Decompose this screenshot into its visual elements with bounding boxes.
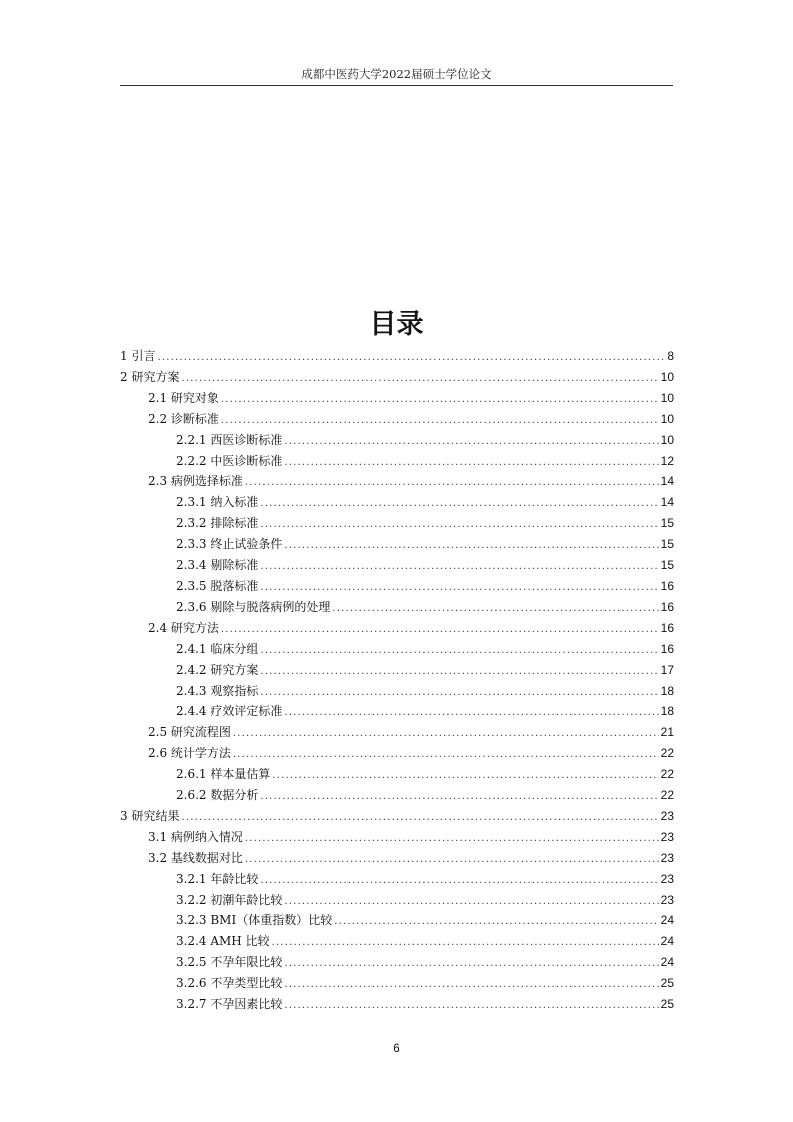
toc-entry-page: 15 xyxy=(660,537,674,552)
toc-dot-leader xyxy=(284,534,658,555)
toc-entry[interactable] xyxy=(120,722,674,743)
toc-entry[interactable] xyxy=(120,973,674,994)
toc-entry-page: 16 xyxy=(660,620,674,635)
toc-entry-title: 2.3.2 排除标准 xyxy=(176,513,260,534)
table-of-contents xyxy=(120,346,674,1015)
toc-entry-title: 3.2.1 年龄比较 xyxy=(176,869,260,890)
toc-dot-leader xyxy=(284,451,658,472)
toc-entry[interactable] xyxy=(120,388,674,409)
toc-entry[interactable] xyxy=(120,409,674,430)
toc-entry[interactable] xyxy=(120,681,674,702)
toc-entry-page: 24 xyxy=(660,913,674,928)
toc-dot-leader xyxy=(260,492,658,513)
toc-entry-title: 2.4.2 研究方案 xyxy=(176,660,260,681)
toc-entry[interactable] xyxy=(120,660,674,681)
toc-entry-title: 2.3.4 剔除标准 xyxy=(176,555,260,576)
toc-entry-page: 23 xyxy=(660,871,674,886)
toc-entry-page: 16 xyxy=(660,578,674,593)
toc-entry-page: 25 xyxy=(660,997,674,1012)
toc-entry-title: 2.3.1 纳入标准 xyxy=(176,492,260,513)
toc-entry-title: 3.2.5 不孕年限比较 xyxy=(176,952,284,973)
toc-entry[interactable] xyxy=(120,555,674,576)
toc-entry-title: 2.4.3 观察指标 xyxy=(176,681,260,702)
toc-entry-page: 14 xyxy=(660,474,674,489)
toc-dot-leader xyxy=(284,994,658,1015)
toc-entry-page: 17 xyxy=(660,662,674,677)
toc-entry[interactable] xyxy=(120,890,674,911)
toc-entry[interactable] xyxy=(120,910,674,931)
toc-entry[interactable] xyxy=(120,848,674,869)
toc-entry-page: 10 xyxy=(660,369,674,384)
toc-entry[interactable] xyxy=(120,430,674,451)
toc-entry[interactable] xyxy=(120,869,674,890)
toc-dot-leader xyxy=(332,597,658,618)
toc-entry-page: 16 xyxy=(660,599,674,614)
toc-entry[interactable] xyxy=(120,492,674,513)
toc-entry[interactable] xyxy=(120,576,674,597)
toc-entry-title: 2.3.3 终止试验条件 xyxy=(176,534,284,555)
toc-entry-page: 10 xyxy=(660,432,674,447)
toc-entry-title: 2.6.1 样本量估算 xyxy=(176,764,272,785)
toc-dot-leader xyxy=(260,660,658,681)
toc-entry-page: 24 xyxy=(660,955,674,970)
toc-dot-leader xyxy=(272,931,659,952)
toc-dot-leader xyxy=(233,722,659,743)
toc-dot-leader xyxy=(334,910,658,931)
toc-entry-title: 3 研究结果 xyxy=(120,806,181,827)
toc-entry-title: 3.1 病例纳入情况 xyxy=(148,827,245,848)
toc-entry-title: 1 引言 xyxy=(120,346,157,367)
toc-dot-leader xyxy=(284,430,658,451)
toc-entry-page: 10 xyxy=(660,390,674,405)
toc-entry-page: 25 xyxy=(660,976,674,991)
toc-entry-title: 2.2 诊断标准 xyxy=(148,409,221,430)
toc-entry[interactable] xyxy=(120,513,674,534)
toc-dot-leader xyxy=(181,806,658,827)
toc-entry-title: 2.3 病例选择标准 xyxy=(148,471,245,492)
toc-dot-leader xyxy=(284,952,658,973)
toc-dot-leader xyxy=(245,848,659,869)
toc-dot-leader xyxy=(284,701,658,722)
page-number: 6 xyxy=(393,1043,400,1055)
running-header: 成都中医药大学2022届硕士学位论文 xyxy=(301,67,492,81)
toc-entry[interactable] xyxy=(120,346,674,367)
toc-entry-page: 22 xyxy=(660,746,674,761)
toc-entry-title: 2.4 研究方法 xyxy=(148,618,221,639)
toc-entry-page: 14 xyxy=(660,495,674,510)
toc-dot-leader xyxy=(157,346,665,367)
toc-entry-title: 2.2.2 中医诊断标准 xyxy=(176,451,284,472)
toc-entry-title: 3.2.3 BMI（体重指数）比较 xyxy=(176,910,334,931)
toc-dot-leader xyxy=(260,513,658,534)
header-rule xyxy=(120,85,673,86)
toc-entry-title: 2 研究方案 xyxy=(120,367,181,388)
toc-entry[interactable] xyxy=(120,994,674,1015)
toc-entry[interactable] xyxy=(120,618,674,639)
toc-dot-leader xyxy=(260,785,658,806)
toc-entry-page: 23 xyxy=(660,808,674,823)
toc-entry[interactable] xyxy=(120,931,674,952)
toc-entry-title: 2.3.5 脱落标准 xyxy=(176,576,260,597)
toc-entry-title: 2.2.1 西医诊断标准 xyxy=(176,430,284,451)
toc-dot-leader xyxy=(245,471,659,492)
toc-entry[interactable] xyxy=(120,367,674,388)
toc-entry-title: 2.4.1 临床分组 xyxy=(176,639,260,660)
toc-dot-leader xyxy=(260,869,658,890)
toc-entry-title: 2.6 统计学方法 xyxy=(148,743,233,764)
toc-entry-page: 18 xyxy=(660,704,674,719)
toc-entry[interactable] xyxy=(120,827,674,848)
toc-entry-page: 15 xyxy=(660,516,674,531)
toc-entry-title: 3.2 基线数据对比 xyxy=(148,848,245,869)
toc-entry-title: 3.2.6 不孕类型比较 xyxy=(176,973,284,994)
toc-entry-title: 2.6.2 数据分析 xyxy=(176,785,260,806)
toc-entry[interactable] xyxy=(120,534,674,555)
toc-entry-title: 2.1 研究对象 xyxy=(148,388,221,409)
toc-entry-title: 3.2.7 不孕因素比较 xyxy=(176,994,284,1015)
toc-entry-title: 3.2.2 初潮年龄比较 xyxy=(176,890,284,911)
toc-entry-page: 10 xyxy=(660,411,674,426)
toc-entry-page: 24 xyxy=(660,934,674,949)
toc-entry-title: 2.3.6 剔除与脱落病例的处理 xyxy=(176,597,332,618)
toc-entry-title: 2.4.4 疗效评定标准 xyxy=(176,701,284,722)
toc-entry[interactable] xyxy=(120,701,674,722)
toc-dot-leader xyxy=(272,764,658,785)
toc-entry-title: 3.2.4 AMH 比较 xyxy=(176,931,272,952)
toc-entry-page: 21 xyxy=(660,725,674,740)
toc-entry[interactable] xyxy=(120,764,674,785)
toc-dot-leader xyxy=(260,639,658,660)
toc-dot-leader xyxy=(260,555,658,576)
toc-dot-leader xyxy=(221,388,659,409)
toc-dot-leader xyxy=(245,827,659,848)
toc-entry[interactable] xyxy=(120,806,674,827)
toc-title: 目录 xyxy=(369,309,424,340)
toc-entry-page: 8 xyxy=(667,349,674,363)
toc-entry-page: 23 xyxy=(660,829,674,844)
toc-entry-page: 22 xyxy=(660,788,674,803)
toc-entry-page: 15 xyxy=(660,558,674,573)
toc-dot-leader xyxy=(284,890,658,911)
toc-entry-page: 23 xyxy=(660,850,674,865)
toc-entry-page: 22 xyxy=(660,767,674,782)
toc-entry[interactable] xyxy=(120,952,674,973)
toc-entry-title: 2.5 研究流程图 xyxy=(148,722,233,743)
toc-dot-leader xyxy=(260,681,658,702)
toc-dot-leader xyxy=(221,409,659,430)
toc-entry-page: 18 xyxy=(660,683,674,698)
toc-dot-leader xyxy=(260,576,658,597)
toc-entry[interactable] xyxy=(120,451,674,472)
toc-entry[interactable] xyxy=(120,785,674,806)
toc-entry-page: 12 xyxy=(660,453,674,468)
toc-entry-page: 16 xyxy=(660,641,674,656)
toc-entry[interactable] xyxy=(120,597,674,618)
toc-entry[interactable] xyxy=(120,743,674,764)
toc-dot-leader xyxy=(181,367,658,388)
toc-entry[interactable] xyxy=(120,471,674,492)
toc-entry[interactable] xyxy=(120,639,674,660)
toc-dot-leader xyxy=(284,973,658,994)
toc-dot-leader xyxy=(221,618,659,639)
toc-dot-leader xyxy=(233,743,659,764)
toc-entry-page: 23 xyxy=(660,892,674,907)
